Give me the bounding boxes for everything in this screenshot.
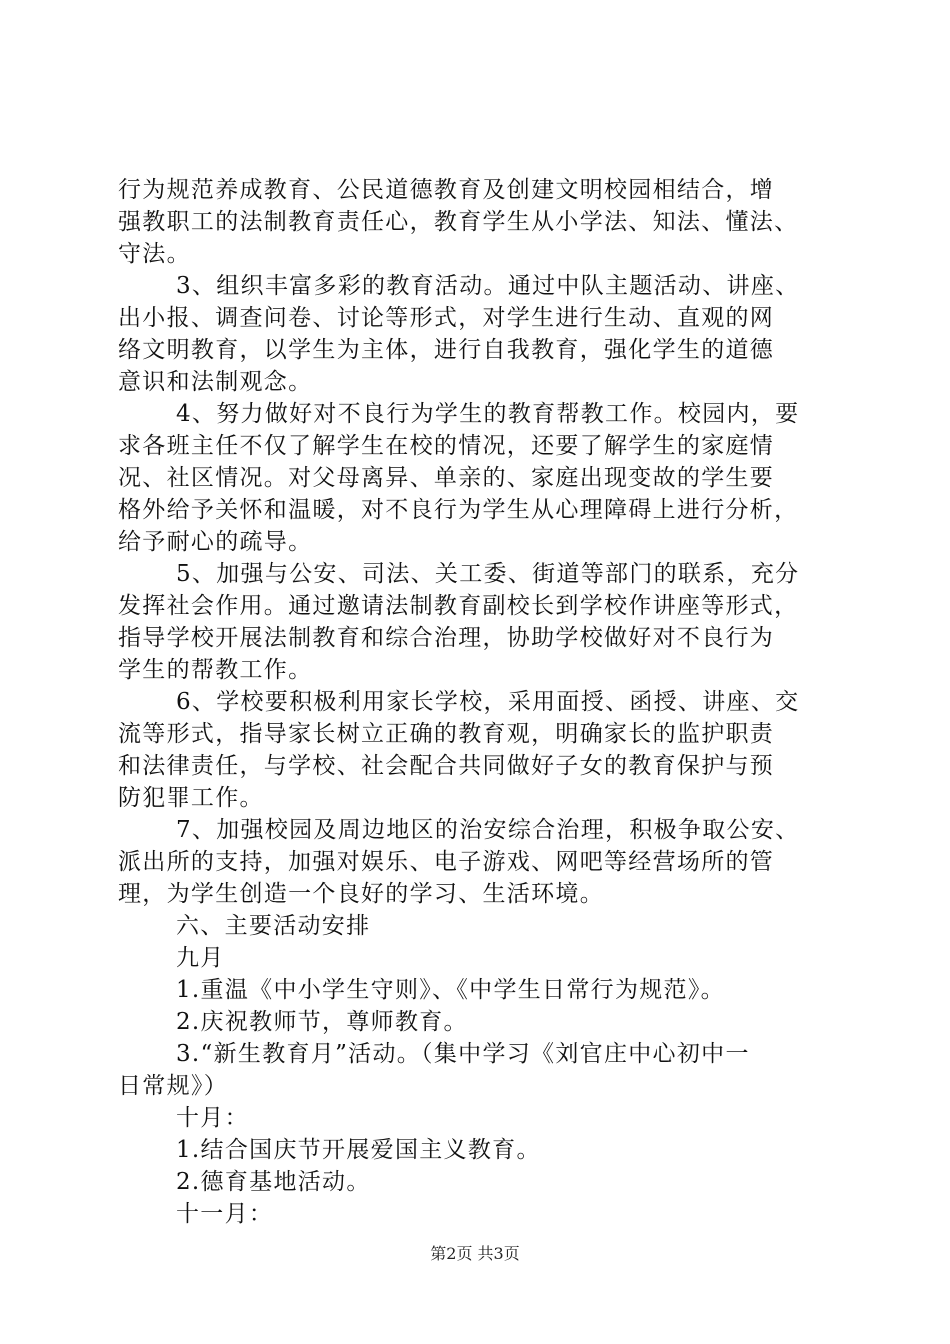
text-line: 学生的帮教工作。: [118, 657, 313, 683]
text-line: 1.结合国庆节开展爱国主义教育。: [176, 1137, 541, 1163]
text-line: 6、学校要积极利用家长学校，采用面授、函授、讲座、交: [176, 689, 800, 715]
text-line: 3.“新生教育月”活动。（集中学习《刘官庄中心初中一: [176, 1041, 750, 1067]
text-line: 发挥社会作用。通过邀请法制教育副校长到学校作讲座等形式，: [118, 593, 799, 619]
text-line: 防犯罪工作。: [118, 785, 264, 811]
text-line: 给予耐心的疏导。: [118, 529, 313, 555]
text-line: 络文明教育，以学生为主体，进行自我教育，强化学生的道德: [118, 337, 775, 363]
text-line: 格外给予关怀和温暖，对不良行为学生从心理障碍上进行分析，: [118, 497, 799, 523]
text-line: 出小报、调查问卷、讨论等形式，对学生进行生动、直观的网: [118, 305, 775, 331]
text-line: 2.庆祝教师节，尊师教育。: [176, 1009, 468, 1035]
document-body: [118, 174, 858, 1230]
text-line: 十月：: [176, 1105, 249, 1131]
text-line: 1.重温《中小学生守则》、《中学生日常行为规范》。: [176, 977, 725, 1003]
text-line: 2.德育基地活动。: [176, 1169, 371, 1195]
text-line: 5、加强与公安、司法、关工委、街道等部门的联系，充分: [176, 561, 800, 587]
text-line: 强教职工的法制教育责任心，教育学生从小学法、知法、懂法、: [118, 209, 799, 235]
text-line: 守法。: [118, 241, 191, 267]
text-line: 行为规范养成教育、公民道德教育及创建文明校园相结合，增: [118, 177, 775, 203]
text-line: 和法律责任，与学校、社会配合共同做好子女的教育保护与预: [118, 753, 775, 779]
page-footer: 第2页 共3页: [430, 1244, 520, 1263]
text-line: 六、主要活动安排: [176, 913, 371, 939]
text-line: 九月: [176, 945, 225, 971]
text-line: 派出所的支持，加强对娱乐、电子游戏、网吧等经营场所的管: [118, 849, 775, 875]
text-line: 4、努力做好对不良行为学生的教育帮教工作。校园内，要: [176, 401, 800, 427]
text-line: 7、加强校园及周边地区的治安综合治理，积极争取公安、: [176, 817, 800, 843]
text-line: 十一月：: [176, 1201, 274, 1227]
text-line: 理，为学生创造一个良好的学习、生活环境。: [118, 881, 604, 907]
text-line: 日常规》）: [118, 1073, 228, 1099]
text-line: 指导学校开展法制教育和综合治理，协助学校做好对不良行为: [118, 625, 775, 651]
text-line: 意识和法制观念。: [118, 369, 313, 395]
text-line: 3、组织丰富多彩的教育活动。通过中队主题活动、讲座、: [176, 273, 800, 299]
text-line: 求各班主任不仅了解学生在校的情况，还要了解学生的家庭情: [118, 433, 775, 459]
text-line: 流等形式，指导家长树立正确的教育观，明确家长的监护职责: [118, 721, 775, 747]
text-line: 况、社区情况。对父母离异、单亲的、家庭出现变故的学生要: [118, 465, 775, 491]
